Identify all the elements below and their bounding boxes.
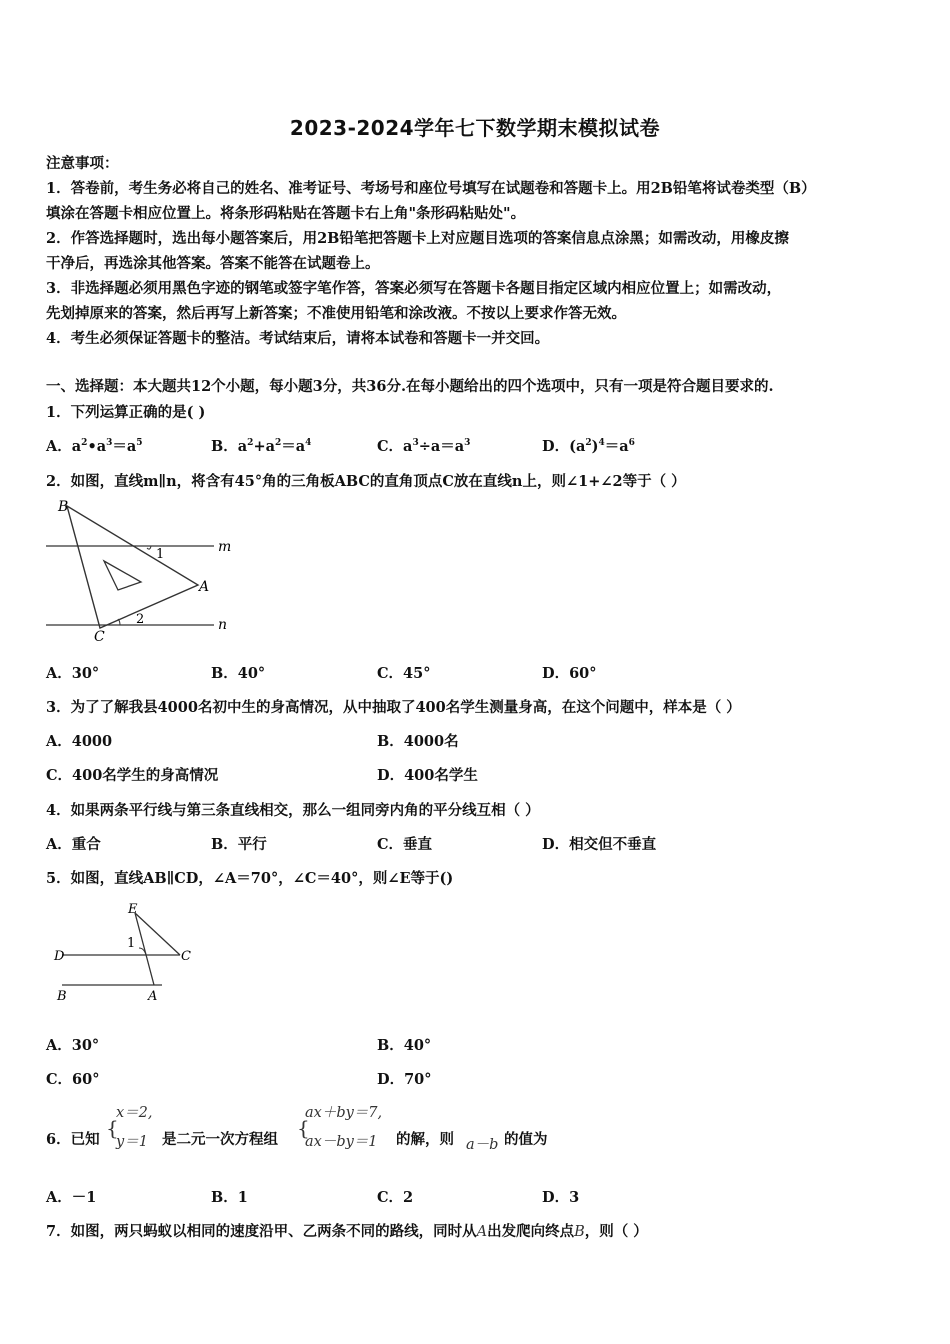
q5-option-c: C．60°	[46, 1071, 100, 1088]
notice-heading: 注意事项：	[46, 155, 119, 172]
q6-option-d: D．3	[542, 1189, 580, 1206]
q4-option-a: A．重合	[46, 836, 101, 853]
label-c: C	[181, 949, 191, 964]
notice-line: 干净后，再选涂其他答案。答案不能答在试题卷上。	[46, 255, 380, 272]
q3-option-a: A．4000	[46, 733, 113, 750]
q6-middle: 是二元一次方程组	[162, 1131, 278, 1148]
triangle-inner-hole	[104, 561, 141, 590]
triangle-abc	[67, 506, 198, 628]
label-m: m	[218, 539, 232, 555]
question-3-stem: 3．为了了解我县4000名初中生的身高情况，从中抽取了400名学生测量身高，在这个问题中，样本是（ ）	[46, 699, 741, 716]
label-b: B	[58, 499, 69, 515]
q4-option-b: B．平行	[211, 836, 267, 853]
notice-line: 1．答卷前，考生务必将自己的姓名、准考证号、考场号和座位号填写在试题卷和答题卡上。用2B铅笔将试卷类型（B）	[46, 180, 816, 197]
label-angle-1: 1	[156, 547, 165, 562]
label-angle-1: 1	[127, 936, 136, 951]
q6-expression: a－b	[466, 1137, 499, 1153]
label-n: n	[218, 617, 228, 633]
label-a: A	[148, 989, 158, 1004]
q6-brace-2: {	[297, 1116, 310, 1140]
page-title: 2023-2024学年七下数学期末模拟试卷	[289, 116, 661, 140]
section-heading: 一、选择题：本大题共12个小题，每小题3分，共36分.在每小题给出的四个选项中，只有一项是符合题目要求的.	[46, 378, 774, 395]
question-2-stem: 2．如图，直线m∥n，将含有45°角的三角板ABC的直角顶点C放在直线n上，则∠1+∠2等于（ ）	[46, 473, 686, 490]
label-c: C	[94, 629, 105, 645]
label-b: B	[57, 989, 67, 1004]
segment-ea	[135, 913, 154, 985]
q2-option-b: B．40°	[211, 665, 266, 682]
q4-option-d: D．相交但不垂直	[542, 836, 657, 853]
label-e: E	[128, 902, 138, 917]
q6-suffix: 的值为	[504, 1131, 548, 1148]
label-d: D	[54, 949, 65, 964]
label-a: A	[199, 579, 210, 595]
notice-line: 4．考生必须保证答题卡的整洁。考试结束后，请将本试卷和答题卡一并交回。	[46, 330, 550, 347]
q3-option-d: D．400名学生	[377, 767, 478, 784]
q2-option-c: C．45°	[377, 665, 431, 682]
q6-option-b: B．1	[211, 1189, 248, 1206]
notice-line: 填涂在答题卡相应位置上。将条形码粘贴在答题卡右上角"条形码粘贴处"。	[46, 205, 526, 222]
q1-option-a: A．$a^2•a^3=a^5$	[46, 438, 143, 455]
q2-option-d: D．60°	[542, 665, 597, 682]
q6-system1-line2: y＝1	[116, 1134, 148, 1150]
q6-option-c: C．2	[377, 1189, 414, 1206]
q5-option-d: D．70°	[377, 1071, 432, 1088]
q5-option-b: B．40°	[377, 1037, 432, 1054]
q5-figure	[48, 898, 208, 1008]
question-5-stem: 5．如图，直线AB∥CD，∠A＝70°，∠C＝40°，则∠E等于()	[46, 870, 454, 887]
q6-system1-line1: x＝2,	[116, 1105, 153, 1121]
q6-option-a: A．－1	[46, 1189, 97, 1206]
q6-after: 的解，则	[396, 1131, 454, 1148]
q6-brace-1: {	[106, 1116, 119, 1140]
q4-option-c: C．垂直	[377, 836, 433, 853]
question-4-stem: 4．如果两条平行线与第三条直线相交，那么一组同旁内角的平分线互相（ ）	[46, 802, 540, 819]
q5-option-a: A．30°	[46, 1037, 100, 1054]
q3-option-b: B．4000名	[377, 733, 459, 750]
notice-line: 3．非选择题必须用黑色字迹的钢笔或签字笔作答，答案必须写在答题卡各题目指定区域内相应位置上；如需改动，	[46, 280, 782, 297]
q1-option-b: B．$a^2+a^2=a^4$	[211, 438, 312, 455]
q1-option-c: C．$a^3\div a=a^3$	[377, 438, 471, 455]
notice-line: 先划掉原来的答案，然后再写上新答案；不准使用铅笔和涂改液。不按以上要求作答无效。	[46, 305, 626, 322]
q6-system2-line1: ax＋by＝7,	[305, 1105, 383, 1121]
q2-figure	[40, 495, 240, 645]
q2-option-a: A．30°	[46, 665, 100, 682]
q6-system2-line2: ax－by＝1	[305, 1134, 378, 1150]
q3-option-c: C．400名学生的身高情况	[46, 767, 219, 784]
q1-option-d: D．$(a^2)^4=a^6$	[542, 438, 635, 455]
question-7-stem: 7．如图，两只蚂蚁以相同的速度沿甲、乙两条不同的路线，同时从A出发爬向终点B，则（ ）	[46, 1223, 648, 1240]
label-angle-2: 2	[136, 612, 145, 627]
q6-prefix: 6．已知	[46, 1131, 100, 1148]
notice-line: 2．作答选择题时，选出每小题答案后，用2B铅笔把答题卡上对应题目选项的答案信息点涂黑；如需改动，用橡皮擦	[46, 230, 789, 247]
question-1-stem: 1．下列运算正确的是( )	[46, 404, 206, 421]
